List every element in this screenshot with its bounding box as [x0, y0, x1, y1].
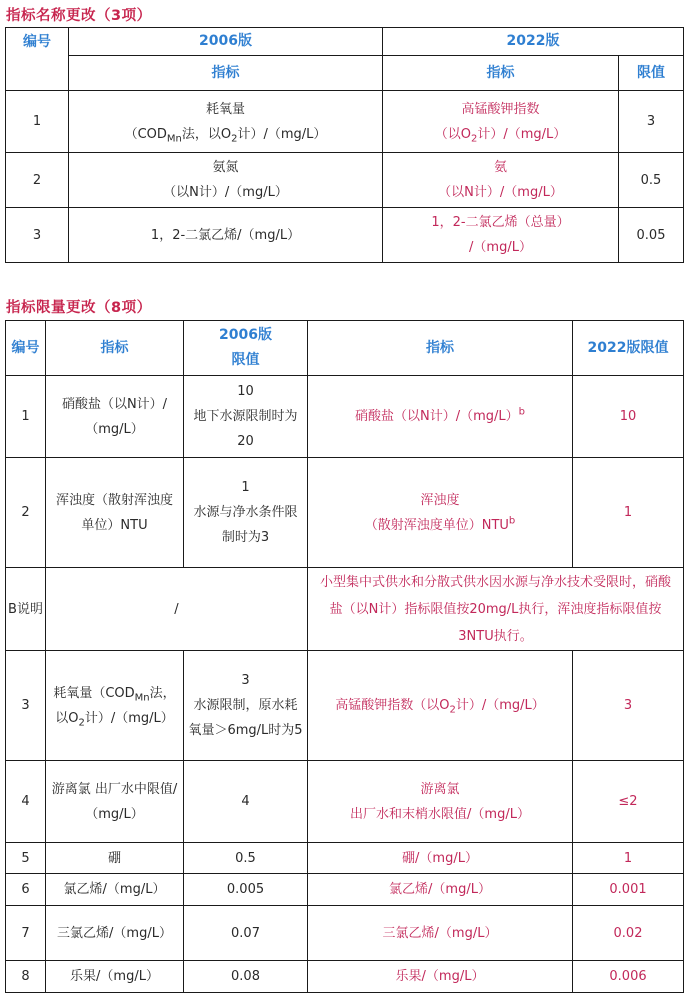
row-no: 1 — [6, 91, 69, 153]
old-indicator: 乐果/（mg/L） — [46, 961, 184, 993]
table-row — [6, 651, 684, 761]
section-title-limit-changes: 指标限量更改（8项） — [6, 300, 152, 316]
header-indicator-2006: 指标 — [46, 321, 184, 376]
row-no: 8 — [6, 961, 46, 993]
new-indicator: 氯乙烯/（mg/L） — [308, 874, 573, 906]
new-indicator: 浑浊度 （散射浑浊度单位）NTU$^b$ — [308, 458, 573, 568]
old-merged: / — [46, 568, 308, 651]
new-indicator: 三氯乙烯/（mg/L） — [308, 906, 573, 961]
new-indicator: 1，2-二氯乙烯（总量） /（mg/L） — [383, 208, 619, 263]
old-limit: 4 — [184, 761, 308, 843]
old-limit: 0.07 — [184, 906, 308, 961]
table-row — [6, 843, 684, 874]
old-indicator: 三氯乙烯/（mg/L） — [46, 906, 184, 961]
old-indicator: 氨氮 （以N计）/（mg/L） — [69, 153, 383, 208]
old-limit: 0.08 — [184, 961, 308, 993]
table-row — [6, 376, 684, 458]
old-limit: 0.005 — [184, 874, 308, 906]
row-label: B说明 — [6, 568, 46, 651]
new-limit: 0.006 — [573, 961, 684, 993]
table-row — [6, 91, 684, 153]
name-changes-table — [5, 27, 684, 263]
note-row — [6, 568, 684, 651]
header-limit-2006: 2006版 限值 — [184, 321, 308, 376]
row-no: 4 — [6, 761, 46, 843]
row-no: 2 — [6, 153, 69, 208]
old-limit: 1 水源与净水条件限制时为3 — [184, 458, 308, 568]
new-limit: ≤2 — [573, 761, 684, 843]
row-no: 3 — [6, 208, 69, 263]
header-limit-2022: 限值 — [619, 56, 684, 91]
table-row — [6, 874, 684, 906]
new-indicator: 高锰酸钾指数（以$O_2$计）/（mg/L） — [308, 651, 573, 761]
new-limit: 10 — [573, 376, 684, 458]
table-row — [6, 761, 684, 843]
row-no: 3 — [6, 651, 46, 761]
table-row — [6, 208, 684, 263]
new-indicator: 硝酸盐（以N计）$/(mg/L)^b$ — [308, 376, 573, 458]
row-no: 7 — [6, 906, 46, 961]
new-limit: 1 — [573, 458, 684, 568]
old-indicator: 游离氯 出厂水中限值/（mg/L） — [46, 761, 184, 843]
old-indicator: 1，2-二氯乙烯/（mg/L） — [69, 208, 383, 263]
old-indicator: 氯乙烯/（mg/L） — [46, 874, 184, 906]
header-indicator-2006: 指标 — [69, 56, 383, 91]
table-row — [6, 153, 684, 208]
limit-changes-table — [5, 320, 684, 993]
new-limit: 1 — [573, 843, 684, 874]
section-title-name-changes: 指标名称更改（3项） — [6, 8, 152, 24]
new-limit: 0.05 — [619, 208, 684, 263]
new-limit: 0.001 — [573, 874, 684, 906]
header-limit-2022: 2022版限值 — [573, 321, 684, 376]
row-no: 5 — [6, 843, 46, 874]
row-no: 1 — [6, 376, 46, 458]
old-indicator: 硝酸盐（以N计）/（mg/L） — [46, 376, 184, 458]
old-limit: 10 地下水源限制时为20 — [184, 376, 308, 458]
header-indicator-2022: 指标 — [383, 56, 619, 91]
header-2006: 2006版 — [69, 28, 383, 56]
header-indicator-2022: 指标 — [308, 321, 573, 376]
header-2022: 2022版 — [383, 28, 684, 56]
header-no: 编号 — [6, 321, 46, 376]
new-indicator: 高锰酸钾指数 （以$O_2$计）/（mg/L） — [383, 91, 619, 153]
new-limit: 3 — [573, 651, 684, 761]
table-row — [6, 458, 684, 568]
new-indicator: 乐果/（mg/L） — [308, 961, 573, 993]
new-limit: 0.5 — [619, 153, 684, 208]
old-limit: 3 水源限制，原水耗氧量＞6mg/L时为5 — [184, 651, 308, 761]
old-limit: 0.5 — [184, 843, 308, 874]
new-indicator: 硼/（mg/L） — [308, 843, 573, 874]
table-row — [6, 906, 684, 961]
new-indicator: 游离氯 出厂水和末梢水限值/（mg/L） — [308, 761, 573, 843]
header-no: 编号 — [6, 28, 69, 91]
table-row — [6, 961, 684, 993]
row-no: 6 — [6, 874, 46, 906]
new-indicator: 氨 （以N计）/（mg/L） — [383, 153, 619, 208]
note-text: 小型集中式供水和分散式供水因水源与净水技术受限时，硝酸盐（以N计）指标限值按20mg/L执行，浑浊度指标限值按3NTU执行。 — [308, 568, 684, 651]
old-indicator: 硼 — [46, 843, 184, 874]
old-indicator: 浑浊度（散射浑浊度单位）NTU — [46, 458, 184, 568]
new-limit: 3 — [619, 91, 684, 153]
row-no: 2 — [6, 458, 46, 568]
old-indicator: 耗氧量 （$COD_{Mn}$法，以$O_2$计）/（mg/L） — [69, 91, 383, 153]
old-indicator: 耗氧量（$COD_{Mn}$法，以$O_2$计）/（mg/L） — [46, 651, 184, 761]
new-limit: 0.02 — [573, 906, 684, 961]
